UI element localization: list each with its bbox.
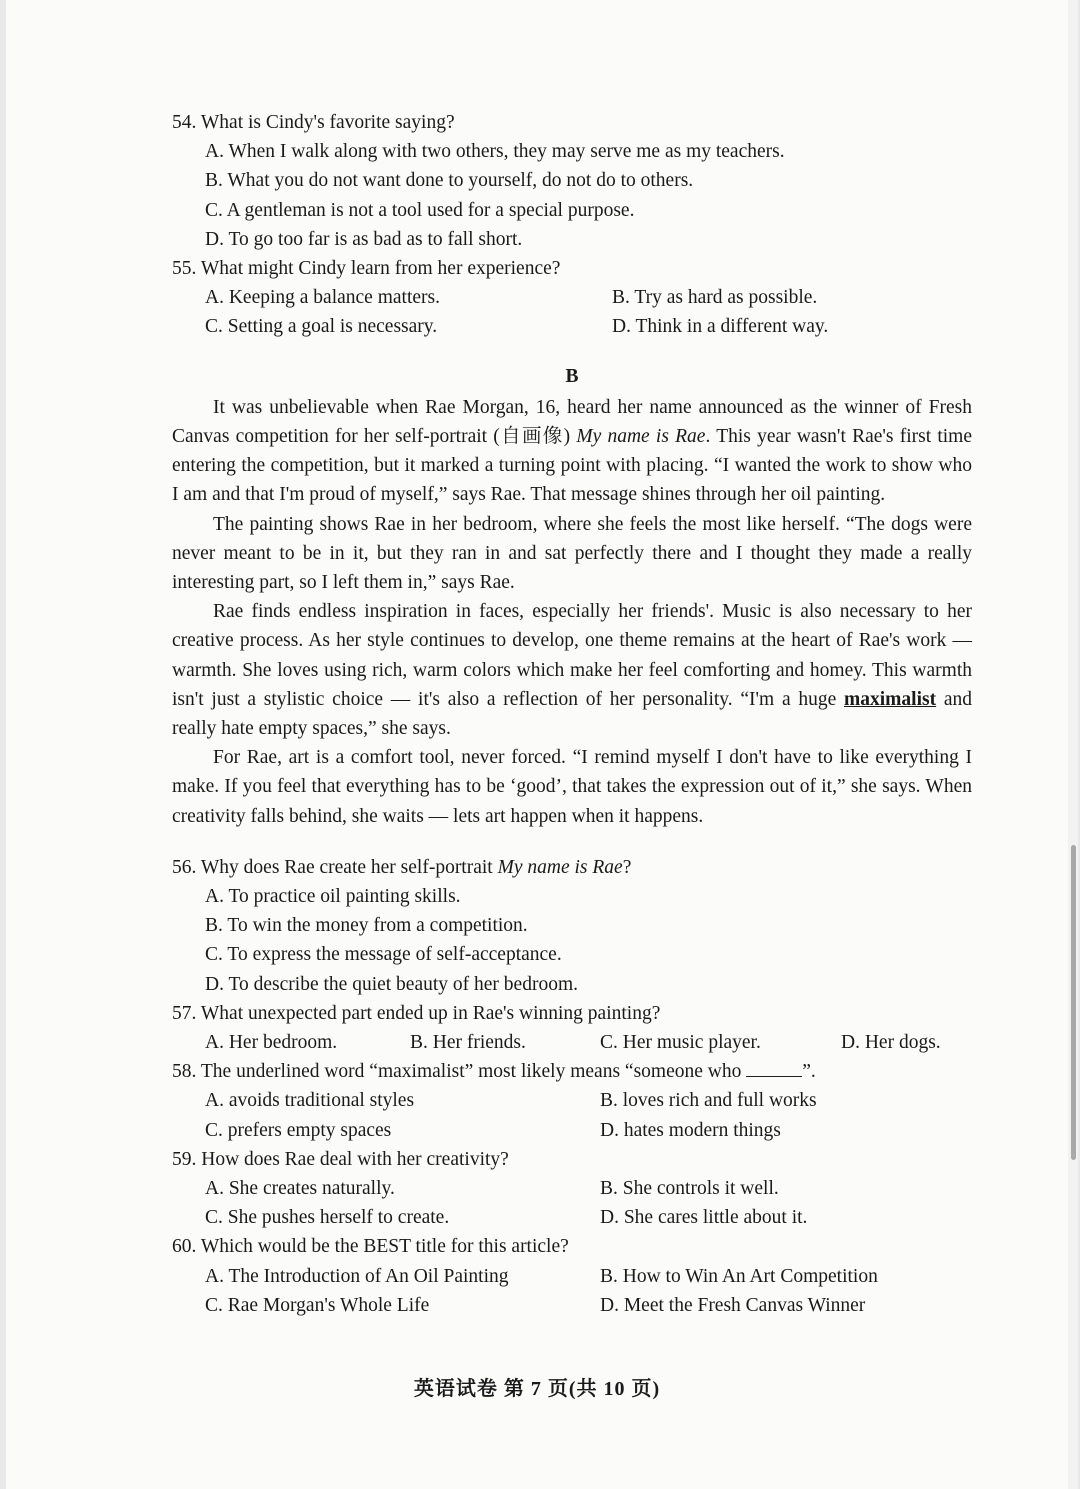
q56-option-d: D. To describe the quiet beauty of her bedroom. <box>205 973 578 995</box>
spacer <box>172 831 972 853</box>
q60-option-c: C. Rae Morgan's Whole Life <box>205 1294 430 1316</box>
q58-options-row-1 <box>205 1086 972 1115</box>
answer-blank <box>746 1059 802 1077</box>
q59-option-a: A. She creates naturally. <box>205 1178 395 1200</box>
q60-options-row-2 <box>205 1291 972 1320</box>
q60-option-d: D. Meet the Fresh Canvas Winner <box>600 1294 866 1316</box>
q57-option-d: D. Her dogs. <box>841 1032 941 1054</box>
q57-option-c: C. Her music player. <box>600 1032 761 1054</box>
underlined-word: maximalist <box>844 688 937 710</box>
q55-option-c: C. Setting a goal is necessary. <box>205 316 438 338</box>
q55-option-d: D. Think in a different way. <box>612 316 829 338</box>
q59-options-row-2 <box>205 1203 972 1232</box>
q54-option-b: B. What you do not want done to yourself, do not do to others. <box>205 170 694 192</box>
q60-options-row-1 <box>205 1262 972 1291</box>
q56-text-a: 56. Why does Rae create her self-portrait <box>172 856 498 878</box>
question-54: 54. What is Cindy's favorite saying? <box>172 112 455 133</box>
p1-painting-title: My name is Rae <box>576 426 706 447</box>
q58-option-c: C. prefers empty spaces <box>205 1119 392 1141</box>
q57-options-row <box>205 1028 972 1057</box>
q54-option-d: D. To go too far is as bad as to fall short. <box>205 228 523 250</box>
p1-text-a: It was unbelievable when Rae Morgan, 16, heard her name announced as the winner of Fresh Canvas competition for her self-portrait (自画像) <box>172 396 972 447</box>
q58-option-b: B. loves rich and full works <box>600 1090 817 1112</box>
q55-options-row-1 <box>205 283 972 312</box>
q54-option-a: A. When I walk along with two others, they may serve me as my teachers. <box>205 141 785 163</box>
question-57: 57. What unexpected part ended up in Rae's winning painting? <box>172 1002 661 1024</box>
q59-option-d: D. She cares little about it. <box>600 1207 808 1229</box>
p3-text-a: Rae finds endless inspiration in faces, especially her friends'. Music is also necessary to her creative process. As her style continues to develop, one theme remains at the heart of Rae's work — warmth. She loves using rich, warm colors which make her feel comforting and homey. This warmth isn't just a stylistic choice — it's also a reflection of her personality. “I'm a huge <box>172 601 972 710</box>
question-58 <box>172 1057 972 1086</box>
scrollbar-thumb[interactable] <box>1071 845 1076 1160</box>
question-60: 60. Which would be the BEST title for this article? <box>172 1236 569 1258</box>
q55-option-a: A. Keeping a balance matters. <box>205 287 440 309</box>
passage-paragraph-1 <box>172 393 972 510</box>
q55-options-row-2 <box>205 312 972 341</box>
q56-text-b: ? <box>622 856 632 878</box>
q54-option-c: C. A gentleman is not a tool used for a special purpose. <box>205 199 635 221</box>
vertical-scrollbar[interactable] <box>1068 0 1078 1489</box>
section-title: B <box>565 365 579 387</box>
q56-painting-title: My name is Rae <box>497 856 623 878</box>
q58-option-d: D. hates modern things <box>600 1119 781 1141</box>
q58-text-a: 58. The underlined word “maximalist” most likely means “someone who <box>172 1061 747 1083</box>
q56-option-c: C. To express the message of self-acceptance. <box>205 944 562 966</box>
q57-option-b: B. Her friends. <box>410 1032 526 1054</box>
q55-option-b: B. Try as hard as possible. <box>612 287 818 309</box>
q59-options-row-1 <box>205 1174 972 1203</box>
q56-option-a: A. To practice oil painting skills. <box>205 886 461 908</box>
question-59: 59. How does Rae deal with her creativity? <box>172 1148 509 1170</box>
q59-option-b: B. She controls it well. <box>600 1178 779 1200</box>
q60-option-a: A. The Introduction of An Oil Painting <box>205 1265 509 1287</box>
exam-page <box>6 0 1068 1489</box>
passage-paragraph-4: For Rae, art is a comfort tool, never forced. “I remind myself I don't have to like everything I make. If you feel that everything has to be ‘good’, that takes the expression out of it,” she says. When creativity falls behind, she waits — lets art happen when it happens. <box>172 747 972 827</box>
passage-paragraph-2: The painting shows Rae in her bedroom, where she feels the most like herself. “The dogs were never meant to be in it, but they ran in and sat perfectly there and I thought they made a really interesting part, so I left them in,” says Rae. <box>172 513 972 594</box>
q56-option-b: B. To win the money from a competition. <box>205 915 528 937</box>
q59-option-c: C. She pushes herself to create. <box>205 1207 450 1229</box>
question-55: 55. What might Cindy learn from her experience? <box>172 258 561 280</box>
page-content <box>172 108 972 1320</box>
page-footer: 英语试卷 第 7 页(共 10 页) <box>413 1378 661 1400</box>
p1-text-b: . This year wasn't Rae's first time entering the competition, but it marked a turning point with placing. “I wanted the work to show who I am and that I'm proud of myself,” says Rae. That message shines through her oil painting. <box>172 426 972 506</box>
q58-text-b: ”. <box>802 1061 816 1083</box>
q58-option-a: A. avoids traditional styles <box>205 1090 415 1112</box>
passage-paragraph-3 <box>172 597 972 743</box>
q60-option-b: B. How to Win An Art Competition <box>600 1265 878 1287</box>
q58-options-row-2 <box>205 1116 972 1145</box>
q57-option-a: A. Her bedroom. <box>205 1032 338 1054</box>
question-56 <box>172 853 972 882</box>
p3-text-b: and really hate empty spaces,” she says. <box>172 688 972 740</box>
